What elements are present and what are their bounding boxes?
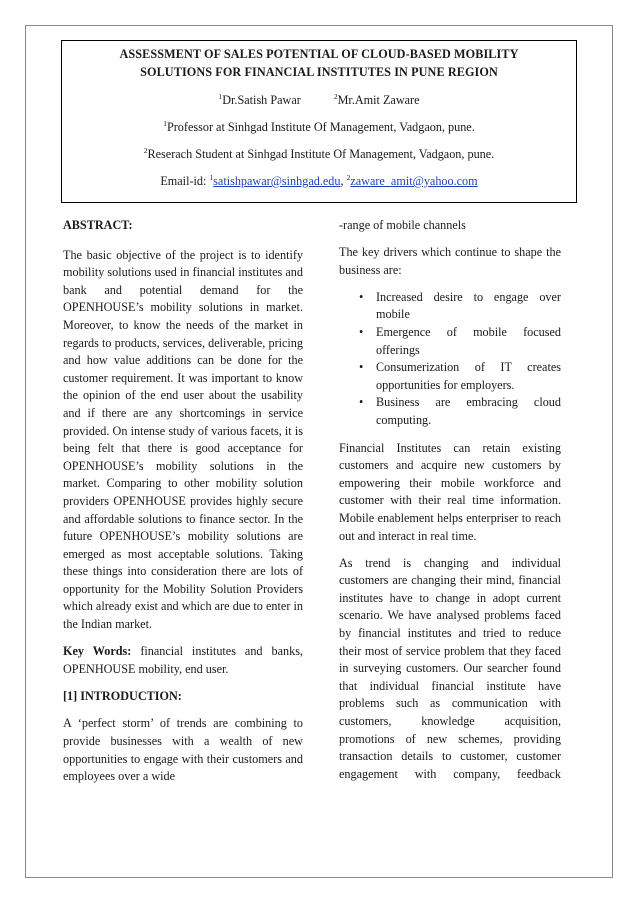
- drivers-list: [339, 289, 561, 430]
- list-item: • Increased desire to engage over mobile: [359, 289, 561, 322]
- authors: [62, 93, 576, 107]
- trend-paragraph: As trend is changing and individual customers are changing their mind, financial institutes have to change in adopt current scenario. We have analysed problems faced by financial institutes and tried to reduce their most of service problem that they faced in surveying customers. Our searcher found that individual financial institute have problems such as communication with customers, knowledge acquisition, promotions of new schemes, providing transaction details to customer, customer engagement with company, feedback: [339, 555, 561, 781]
- introduction-heading: [1] INTRODUCTION:: [63, 688, 182, 703]
- title-block: [61, 40, 577, 203]
- right-column: [339, 217, 561, 793]
- drivers-intro: The key drivers which continue to shape the business are:: [339, 245, 561, 277]
- affiliation-2: $^2$Reserach Student at Sinhgad Institute Of Management, Vadgaon, pune.: [143, 146, 495, 161]
- title-line-1: ASSESSMENT OF SALES POTENTIAL OF CLOUD-BASED MOBILITY: [119, 47, 519, 61]
- keywords: [63, 643, 303, 678]
- email-link-1[interactable]: satishpawar@sinhgad.edu: [213, 174, 341, 188]
- continuation-text: -range of mobile channels: [339, 218, 466, 232]
- paper-title: [62, 45, 576, 81]
- keywords-label: Key Words:: [63, 644, 132, 659]
- retain-paragraph: Financial Institutes can retain existing customers and acquire new customers by empowering their mobile workforce and customer with their real time information. Mobile enablement helps enterpriser to reach out and interact in real time.: [339, 440, 561, 543]
- email-line: Email-id: $^1$satishpawar@sinhgad.edu, $^2$zaware_amit@yahoo.com: [160, 173, 478, 188]
- left-column: [63, 217, 303, 795]
- bullet-icon: •: [359, 289, 364, 304]
- author-1: $^1$Dr.Satish Pawar: [218, 92, 301, 107]
- title-line-2: SOLUTIONS FOR FINANCIAL INSTITUTES IN PUNE REGION: [140, 65, 498, 79]
- list-item: • Consumerization of IT creates opportunities for employers.: [359, 360, 561, 392]
- abstract-heading: ABSTRACT:: [63, 218, 133, 232]
- author-2: $^2$Mr.Amit Zaware: [333, 92, 420, 107]
- bullet-icon: •: [359, 360, 364, 375]
- introduction-paragraph: A ‘perfect storm’ of trends are combining to provide businesses with a wealth of new opportunities to engage with their customers and employees over a wide: [63, 716, 303, 784]
- email-label: Email-id:: [160, 174, 210, 188]
- affiliation-1: $^1$Professor at Sinhgad Institute Of Management, Vadgaon, pune.: [163, 119, 475, 134]
- abstract-body: The basic objective of the project is to identify mobility solutions used in financial institutes and bank and potential demand for the OPENHOUSE’s mobility solutions in market. Moreover, to know the needs of the market in regards to products, services, deliverable, pricing and how value additions can be done for the customer requirement. It was important to know the opinion of the end user about the usability and if there are any shortcomings in service provided. On intense study of various facets, it is being felt that there is good acceptance for OPENHOUSE’s mobility solutions in the market. Comparing to other mobility solution providers OPENHOUSE provides highly secure and affordable solutions to finance sector. In the future OPENHOUSE’s mobility solutions are emerged as most acceptable solutions. Taking these things into consideration there are lots of opportunity for the Mobility Solution Providers which already exist and which are due to enter in the Indian market.: [63, 247, 303, 632]
- bullet-icon: •: [359, 395, 364, 410]
- bullet-icon: •: [359, 324, 364, 339]
- email-link-2[interactable]: zaware_amit@yahoo.com: [350, 174, 478, 188]
- keywords-text: financial institutes and banks, OPENHOUSE mobility, end user.: [63, 644, 303, 676]
- list-item: • Emergence of mobile focused offerings: [359, 324, 561, 357]
- list-item: • Business are embracing cloud computing.: [359, 395, 561, 427]
